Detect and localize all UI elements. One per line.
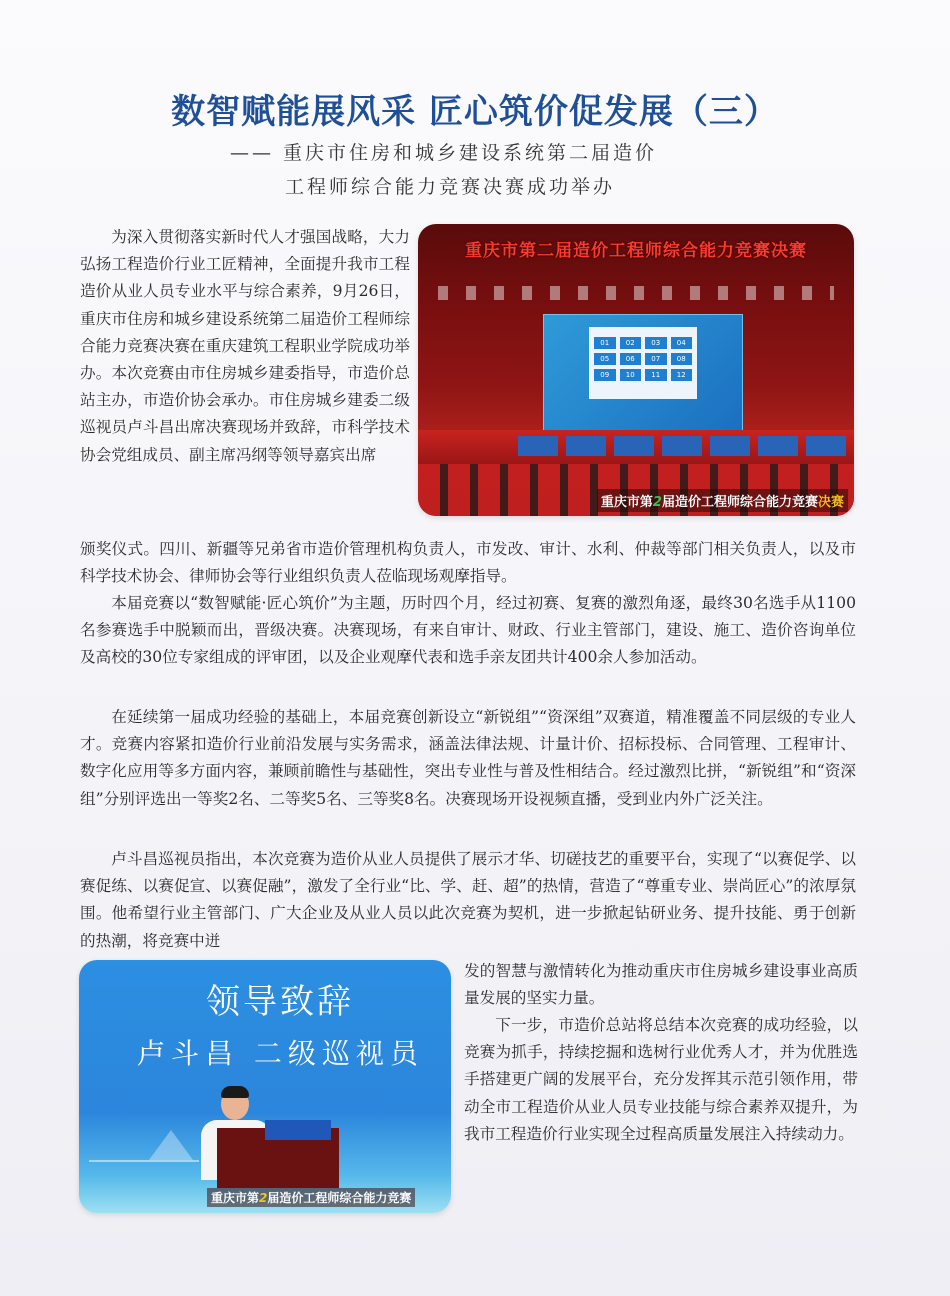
article-title: 数智赋能展风采 匠心筑价促发展（三） bbox=[171, 92, 779, 132]
paragraph-theme: 本届竞赛以“数智赋能·匠心筑价”为主题，历时四个月，经过初赛、复赛的激烈角逐，最终30名选手从1100名参赛选手中脱颖而出，晋级决赛。决赛现场，有来自审计、财政、行业主管部门，建设、施工、造价咨询单位及高校的30位专家组成的评审团，以及企业观摩代表和选手亲友团共计400余人参加活动。 bbox=[80, 594, 856, 667]
paragraph-intro: 为深入贯彻落实新时代人才强国战略，大力弘扬工程造价行业工匠精神，全面提升我市工程造价从业人员专业水平与综合素养，9月26日，重庆市住房和城乡建设系统第二届造价工程师综合能力竞赛决赛在重庆建筑工程职业学院成功举办。本次竞赛由市住房城乡建委指导，市造价总站主办，市造价协会承办。市住房城乡建委二级巡视员卢斗昌出席决赛现场并致辞，市科学技术协会党组成员、副主席冯纲等领导嘉宾出席 bbox=[80, 228, 410, 464]
paragraph-intro-continued: 颁奖仪式。四川、新疆等兄弟省市造价管理机构负责人，市发改、审计、水利、仲裁等部门相关负责人，以及市科学技术协会、律师协会等行业组织负责人莅临现场观摩指导。 bbox=[80, 540, 856, 586]
question-grid: 01 02 03 04 05 06 07 08 09 10 11 12 bbox=[594, 337, 692, 381]
speech-photo bbox=[79, 960, 451, 1213]
photo-banner: 重庆市第二届造价工程师综合能力竞赛决赛 bbox=[465, 241, 807, 261]
photo-caption: 重庆市第2届造价工程师综合能力竞赛决赛 bbox=[597, 489, 848, 512]
stage-screen bbox=[543, 314, 743, 436]
contestant-desks bbox=[518, 436, 848, 456]
speech-heading: 领导致辞 bbox=[206, 982, 354, 1022]
article-subtitle-line2: 工程师综合能力竞赛决赛成功举办 bbox=[285, 176, 616, 198]
stage-lights bbox=[438, 286, 834, 300]
paragraph-tracks: 在延续第一届成功经验的基础上，本届竞赛创新设立“新锐组”“资深组”双赛道，精准覆盖不同层级的专业人才。竞赛内容紧扣造价行业前沿发展与实务需求，涵盖法律法规、计量计价、招标投标、合同管理、工程审计、数字化应用等多方面内容，兼顾前瞻性与基础性，突出专业性与普及性相结合。经过激烈比拼，“新锐组”和“资深组”分别评选出一等奖2名、二等奖5名、三等奖8名。决赛现场开设视频直播，受到业内外广泛关注。 bbox=[80, 708, 856, 808]
paragraph-speech: 卢斗昌巡视员指出，本次竞赛为造价从业人员提供了展示才华、切磋技艺的重要平台，实现了“以赛促学、以赛促练、以赛促宣、以赛促融”，激发了全行业“比、学、赶、超”的热情，营造了“尊重专业、崇尚匠心”的浓厚氛围。他希望行业主管部门、广大企业及从业人员以此次竞赛为契机，进一步掀起钻研业务、提升技能、勇于创新的热潮，将竞赛中迸 bbox=[80, 850, 856, 950]
speaker-name: 卢斗昌 二级巡视员 bbox=[137, 1037, 424, 1070]
skyline-graphic bbox=[89, 1120, 199, 1162]
podium bbox=[217, 1128, 339, 1188]
article-subtitle-line1: —— 重庆市住房和城乡建设系统第二届造价 bbox=[230, 142, 658, 164]
competition-photo bbox=[418, 224, 854, 516]
paragraph-speech-continued: 发的智慧与激情转化为推动重庆市住房城乡建设事业高质量发展的坚实力量。 bbox=[464, 962, 858, 1008]
paragraph-next-steps: 下一步，市造价总站将总结本次竞赛的成功经验，以竞赛为抓手，持续挖掘和选树行业优秀人才，并为优胜选手搭建更广阔的发展平台，充分发挥其示范引领作用，带动全市工程造价从业人员专业技能与综合素养双提升，为我市工程造价行业实现全过程高质量发展注入持续动力。 bbox=[464, 1016, 858, 1143]
photo-caption: 重庆市第2届造价工程师综合能力竞赛 bbox=[207, 1188, 415, 1207]
